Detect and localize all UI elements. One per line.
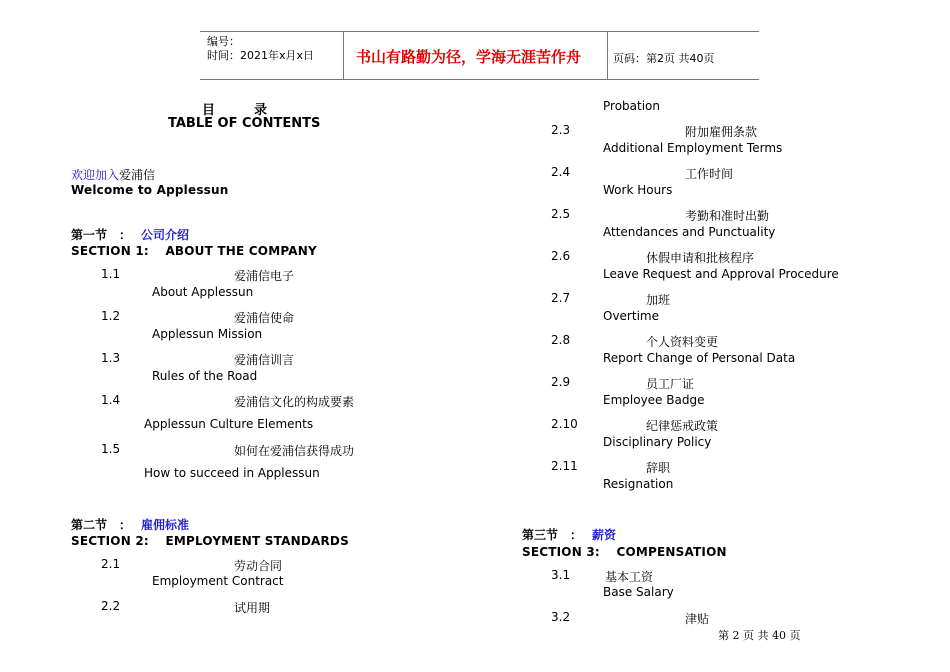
section2-item3-en: Additional Employment Terms <box>603 141 783 155</box>
section2-item10-en: Disciplinary Policy <box>603 435 712 449</box>
section2-item6-en: Leave Request and Approval Procedure <box>603 267 839 281</box>
section2-item5-cn: 考勤和准时出勤 <box>685 209 770 223</box>
header-divider-right <box>607 31 608 79</box>
section2-item7-cn: 加班 <box>646 293 671 307</box>
section2-item11-num: 2.11 <box>551 459 578 473</box>
welcome-cn-blue: 欢迎加入 <box>71 168 120 182</box>
section2-item3-num: 2.3 <box>551 123 571 137</box>
section1-item3-en: Rules of the Road <box>152 369 258 383</box>
section2-item1-en: Employment Contract <box>152 574 284 588</box>
toc-title-en: TABLE OF CONTENTS <box>168 116 321 131</box>
section3-cn-prefix: 第三节 ： <box>522 528 583 542</box>
section2-item8-en: Report Change of Personal Data <box>603 351 796 365</box>
section2-item9-num: 2.9 <box>551 375 571 389</box>
section1-cn-title: 公司介绍 <box>141 228 190 242</box>
section2-item6-num: 2.6 <box>551 249 571 263</box>
section1-item2-cn: 爱浦信使命 <box>234 311 295 325</box>
footer-page-number: 第 2 页 共 40 页 <box>718 629 801 642</box>
section2-item5-en: Attendances and Punctuality <box>603 225 776 239</box>
section1-en-heading: SECTION 1: ABOUT THE COMPANY <box>71 244 317 258</box>
section2-item4-cn: 工作时间 <box>685 167 734 181</box>
section2-item7-num: 2.7 <box>551 291 571 305</box>
header-number-label: 编号： <box>207 35 240 48</box>
section3-item1-num: 3.1 <box>551 568 571 582</box>
section1-item4-en: Applessun Culture Elements <box>144 417 314 431</box>
section2-item2-num: 2.2 <box>101 599 121 613</box>
section2-item2-cn: 试用期 <box>234 601 271 615</box>
section1-item1-cn: 爱浦信电子 <box>234 269 295 283</box>
section1-item2-en: Applessun Mission <box>152 327 263 341</box>
section2-cn-title: 雇佣标准 <box>141 518 190 532</box>
header-motto: 书山有路勤为径，学海无涯苦作舟 <box>356 48 582 66</box>
section2-item1-cn: 劳动合同 <box>234 559 283 573</box>
section3-item2-cn: 津贴 <box>685 612 710 626</box>
header-top-rule <box>200 31 759 32</box>
section1-item4-cn: 爱浦信文化的构成要素 <box>234 395 355 409</box>
section2-item8-cn: 个人资料变更 <box>646 335 719 349</box>
section3-en-heading: SECTION 3: COMPENSATION <box>522 545 727 559</box>
section1-item5-en: How to succeed in Applessun <box>144 466 320 480</box>
section2-cn-heading <box>71 516 189 533</box>
section1-item3-num: 1.3 <box>101 351 121 365</box>
section3-cn-title: 薪资 <box>592 528 617 542</box>
section1-cn-prefix: 第一节 ： <box>71 228 132 242</box>
welcome-cn <box>71 166 155 183</box>
section2-item4-num: 2.4 <box>551 165 571 179</box>
section1-cn-heading <box>71 226 189 243</box>
section1-item5-num: 1.5 <box>101 442 121 456</box>
section2-item10-cn: 纪律惩戒政策 <box>646 419 719 433</box>
section2-item6-cn: 休假申请和批核程序 <box>646 251 755 265</box>
section2-en-heading: SECTION 2: EMPLOYMENT STANDARDS <box>71 534 349 548</box>
section2-item11-en: Resignation <box>603 477 674 491</box>
section2-item3-cn: 附加雇佣条款 <box>685 125 758 139</box>
section2-item9-cn: 员工厂证 <box>646 377 695 391</box>
section2-cn-prefix: 第二节 ： <box>71 518 132 532</box>
section2-item1-num: 2.1 <box>101 557 121 571</box>
section2-item10-num: 2.10 <box>551 417 578 431</box>
section2-item9-en: Employee Badge <box>603 393 705 407</box>
header-divider-left <box>343 31 344 79</box>
section2-item2-en: Probation <box>603 99 660 113</box>
section3-item2-num: 3.2 <box>551 610 571 624</box>
section1-item1-num: 1.1 <box>101 267 121 281</box>
section3-item1-cn: 基本工资 <box>605 570 654 584</box>
section2-item11-cn: 辞职 <box>646 461 671 475</box>
section2-item5-num: 2.5 <box>551 207 571 221</box>
section1-item3-cn: 爱浦信训言 <box>234 353 295 367</box>
welcome-cn-black: 爱浦信 <box>119 168 156 182</box>
section2-item7-en: Overtime <box>603 309 659 323</box>
section2-item8-num: 2.8 <box>551 333 571 347</box>
header-bottom-rule <box>200 79 759 80</box>
section2-item4-en: Work Hours <box>603 183 673 197</box>
welcome-en: Welcome to Applessun <box>71 183 229 197</box>
section1-item4-num: 1.4 <box>101 393 121 407</box>
header-page-code: 页码：第2页 共40页 <box>613 52 715 65</box>
section1-item2-num: 1.2 <box>101 309 121 323</box>
section3-cn-heading <box>522 526 616 543</box>
section1-item5-cn: 如何在爱浦信获得成功 <box>234 444 355 458</box>
toc-title-cn: 目 录 <box>202 103 268 118</box>
header-time-label: 时间：2021年x月x日 <box>207 49 315 62</box>
section1-item1-en: About Applessun <box>152 285 254 299</box>
section3-item1-en: Base Salary <box>603 585 674 599</box>
